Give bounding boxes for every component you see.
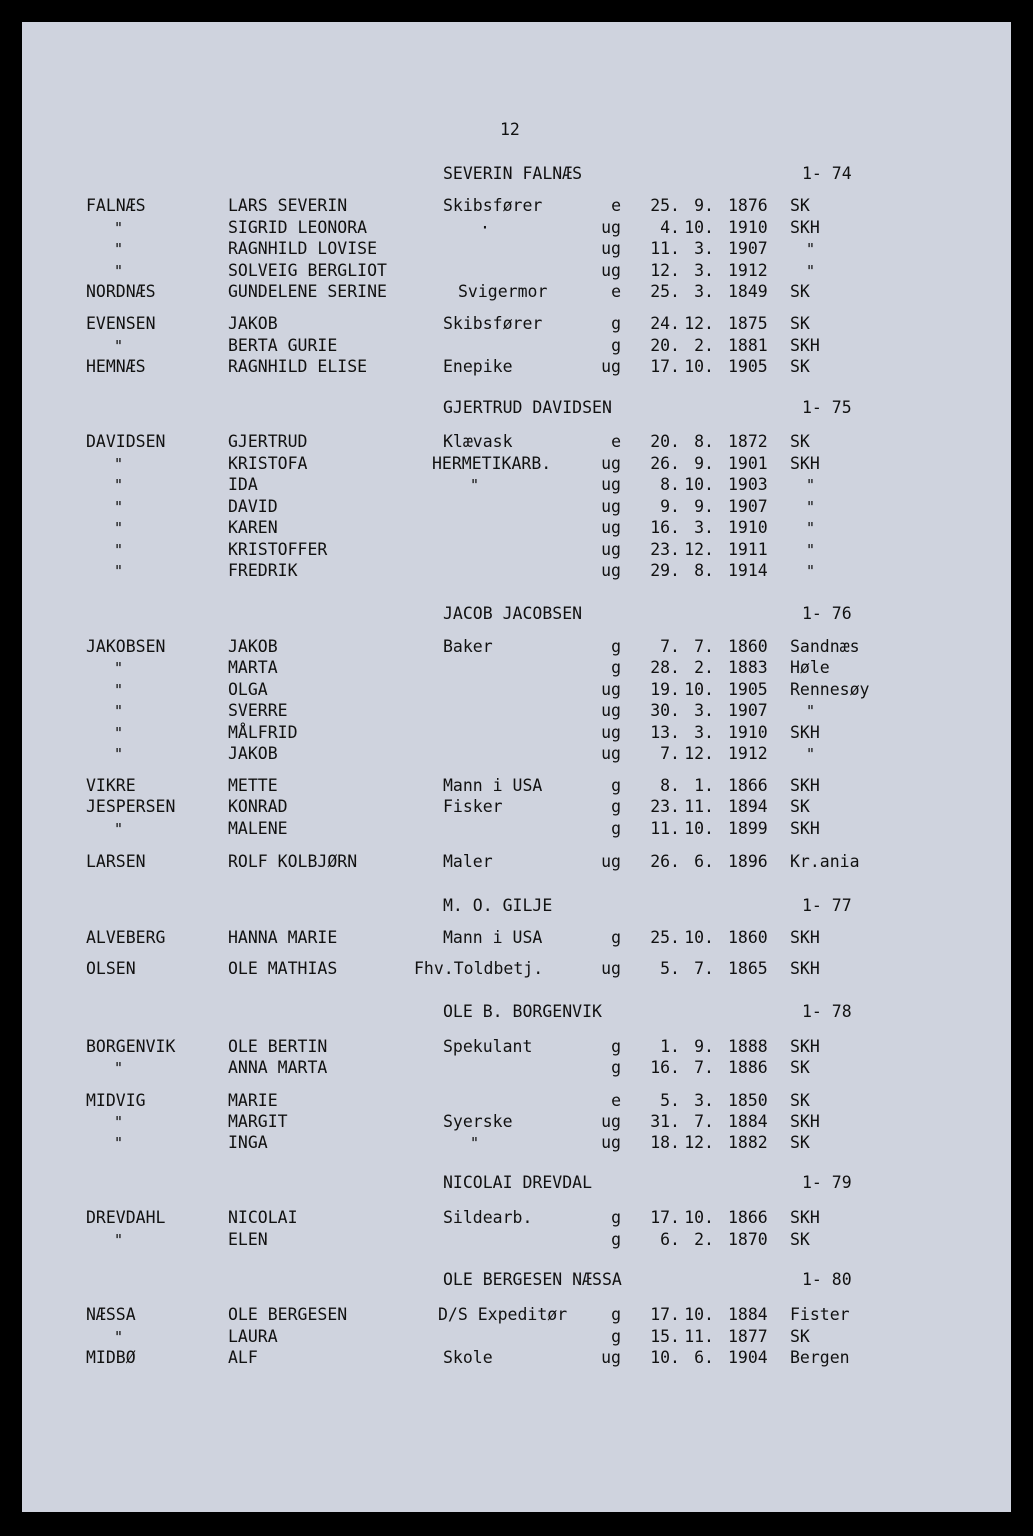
row-birth-month: 10.: [684, 218, 714, 237]
row-marital-status: e: [611, 282, 621, 301]
row-marital-status: ug: [601, 1133, 621, 1152]
row-birthplace: SK: [790, 1133, 810, 1152]
row-given-name: LAURA: [228, 1327, 278, 1346]
row-birth-day: 4.: [660, 218, 680, 237]
row-birth-year: 1907: [728, 497, 768, 516]
row-birth-month: 12.: [684, 744, 714, 763]
register-sheet: [22, 22, 1011, 1512]
row-occupation: Klævask: [443, 432, 513, 451]
row-marital-status: ug: [601, 497, 621, 516]
row-birth-month: 10.: [684, 680, 714, 699]
row-given-name: DAVID: [228, 497, 278, 516]
row-birth-day: 15.: [650, 1327, 680, 1346]
row-birth-month: 10.: [684, 475, 714, 494]
row-marital-status: g: [611, 1305, 621, 1324]
row-occupation: Fhv.Toldbetj.: [414, 959, 544, 978]
row-marital-status: ug: [601, 680, 621, 699]
row-birth-day: 17.: [650, 1208, 680, 1227]
row-birthplace: ": [806, 476, 816, 494]
row-birth-year: 1907: [728, 239, 768, 258]
row-occupation: ": [470, 1134, 480, 1152]
row-marital-status: ug: [601, 518, 621, 537]
row-marital-status: ug: [601, 723, 621, 742]
row-surname: LARSEN: [86, 852, 146, 871]
row-marital-status: g: [611, 658, 621, 677]
row-birth-year: 1912: [728, 261, 768, 280]
row-birthplace: SK: [790, 314, 810, 333]
row-surname: ": [114, 1328, 124, 1346]
row-occupation: Skibsfører: [443, 314, 543, 333]
row-birth-month: 12.: [684, 540, 714, 559]
row-given-name: ANNA MARTA: [228, 1058, 328, 1077]
row-birth-year: 1860: [728, 637, 768, 656]
row-given-name: BERTA GURIE: [228, 336, 338, 355]
row-birth-month: 11.: [684, 797, 714, 816]
row-birthplace: SKH: [790, 928, 820, 947]
row-birth-day: 25.: [650, 282, 680, 301]
household-head: SEVERIN FALNÆS: [443, 164, 583, 183]
row-birthplace: SKH: [790, 819, 820, 838]
row-surname: OLSEN: [86, 959, 136, 978]
row-surname: VIKRE: [86, 776, 136, 795]
row-birth-year: 1896: [728, 852, 768, 871]
row-birthplace: SKH: [790, 776, 820, 795]
row-marital-status: g: [611, 1230, 621, 1249]
row-given-name: KAREN: [228, 518, 278, 537]
row-birthplace: SK: [790, 432, 810, 451]
row-marital-status: g: [611, 314, 621, 333]
row-surname: MIDBØ: [86, 1348, 136, 1367]
row-birthplace: Sandnæs: [790, 637, 860, 656]
row-surname: EVENSEN: [86, 314, 156, 333]
row-marital-status: g: [611, 637, 621, 656]
row-birth-year: 1904: [728, 1348, 768, 1367]
row-birth-day: 20.: [650, 336, 680, 355]
row-birth-year: 1866: [728, 1208, 768, 1227]
row-occupation: Spekulant: [443, 1037, 533, 1056]
row-birthplace: SKH: [790, 1037, 820, 1056]
row-given-name: SVERRE: [228, 701, 288, 720]
row-marital-status: g: [611, 928, 621, 947]
row-marital-status: e: [611, 1091, 621, 1110]
row-surname: ": [114, 1113, 124, 1131]
row-marital-status: ug: [601, 239, 621, 258]
row-birth-day: 6.: [660, 1230, 680, 1249]
row-birth-month: 10.: [684, 928, 714, 947]
row-surname: NORDNÆS: [86, 282, 156, 301]
row-birth-year: 1876: [728, 196, 768, 215]
row-birthplace: SKH: [790, 723, 820, 742]
row-birth-day: 5.: [660, 959, 680, 978]
row-birth-month: 2.: [694, 336, 714, 355]
row-birth-day: 1.: [660, 1037, 680, 1056]
row-birth-month: 10.: [684, 357, 714, 376]
row-marital-status: ug: [601, 357, 621, 376]
row-birth-month: 7.: [694, 637, 714, 656]
row-marital-status: ug: [601, 701, 621, 720]
row-given-name: JAKOB: [228, 744, 278, 763]
row-birth-month: 9.: [694, 454, 714, 473]
row-birth-day: 26.: [650, 852, 680, 871]
row-marital-status: ug: [601, 561, 621, 580]
row-given-name: METTE: [228, 776, 278, 795]
row-given-name: GJERTRUD: [228, 432, 308, 451]
row-occupation: Syerske: [443, 1112, 513, 1131]
row-birth-day: 31.: [650, 1112, 680, 1131]
row-given-name: FREDRIK: [228, 561, 298, 580]
row-birth-month: 3.: [694, 518, 714, 537]
row-birth-year: 1881: [728, 336, 768, 355]
row-birth-day: 23.: [650, 797, 680, 816]
row-birth-day: 8.: [660, 475, 680, 494]
row-birthplace: Rennesøy: [790, 680, 870, 699]
row-given-name: OLGA: [228, 680, 268, 699]
row-marital-status: ug: [601, 1112, 621, 1131]
row-marital-status: g: [611, 797, 621, 816]
row-birthplace: SKH: [790, 1112, 820, 1131]
row-birth-day: 16.: [650, 518, 680, 537]
row-marital-status: ug: [601, 959, 621, 978]
row-birth-year: 1860: [728, 928, 768, 947]
row-birth-year: 1884: [728, 1305, 768, 1324]
row-birth-year: 1866: [728, 776, 768, 795]
row-birth-day: 23.: [650, 540, 680, 559]
row-birthplace: SK: [790, 282, 810, 301]
page-number: 12: [500, 120, 520, 139]
row-birth-month: 9.: [694, 196, 714, 215]
row-marital-status: ug: [601, 261, 621, 280]
row-birth-year: 1899: [728, 819, 768, 838]
row-surname: NÆSSA: [86, 1305, 136, 1324]
row-birth-day: 29.: [650, 561, 680, 580]
row-birth-year: 1849: [728, 282, 768, 301]
row-birthplace: Kr.ania: [790, 852, 860, 871]
row-surname: ": [114, 1059, 124, 1077]
row-birth-day: 11.: [650, 239, 680, 258]
row-birth-day: 5.: [660, 1091, 680, 1110]
row-birth-month: 10.: [684, 819, 714, 838]
row-occupation: Baker: [443, 637, 493, 656]
row-birth-month: 2.: [694, 1230, 714, 1249]
row-birth-day: 19.: [650, 680, 680, 699]
row-surname: FALNÆS: [86, 196, 146, 215]
row-given-name: LARS SEVERIN: [228, 196, 348, 215]
row-occupation: ": [470, 476, 480, 494]
row-birth-month: 3.: [694, 1091, 714, 1110]
row-given-name: SOLVEIG BERGLIOT: [228, 261, 387, 280]
row-birth-year: 1894: [728, 797, 768, 816]
row-given-name: KRISTOFFER: [228, 540, 328, 559]
row-birthplace: ": [806, 498, 816, 516]
household-head: OLE BERGESEN NÆSSA: [443, 1270, 622, 1289]
row-occupation: Maler: [443, 852, 493, 871]
row-occupation: Mann i USA: [443, 928, 543, 947]
row-birth-day: 25.: [650, 928, 680, 947]
row-birth-day: 13.: [650, 723, 680, 742]
row-marital-status: g: [611, 1327, 621, 1346]
row-given-name: ROLF KOLBJØRN: [228, 852, 358, 871]
row-surname: ": [114, 519, 124, 537]
row-marital-status: ug: [601, 475, 621, 494]
row-birth-month: 11.: [684, 1327, 714, 1346]
row-surname: HEMNÆS: [86, 357, 146, 376]
row-birth-year: 1903: [728, 475, 768, 494]
row-birthplace: Bergen: [790, 1348, 850, 1367]
row-birth-day: 20.: [650, 432, 680, 451]
row-surname: BORGENVIK: [86, 1037, 176, 1056]
row-birth-year: 1882: [728, 1133, 768, 1152]
row-birth-year: 1888: [728, 1037, 768, 1056]
household-head: OLE B. BORGENVIK: [443, 1002, 602, 1021]
row-birthplace: SK: [790, 1058, 810, 1077]
row-birth-day: 25.: [650, 196, 680, 215]
household-number: 1- 79: [802, 1173, 852, 1192]
row-surname: ": [114, 659, 124, 677]
row-birth-day: 7.: [660, 744, 680, 763]
row-marital-status: g: [611, 336, 621, 355]
row-given-name: OLE BERTIN: [228, 1037, 328, 1056]
row-birthplace: ": [806, 562, 816, 580]
row-occupation: Fisker: [443, 797, 503, 816]
row-birth-month: 8.: [694, 432, 714, 451]
row-birth-day: 12.: [650, 261, 680, 280]
row-birth-year: 1910: [728, 218, 768, 237]
row-occupation: ·: [480, 218, 490, 237]
household-head: NICOLAI DREVDAL: [443, 1173, 593, 1192]
row-given-name: ALF: [228, 1348, 258, 1367]
row-birth-day: 18.: [650, 1133, 680, 1152]
row-surname: ": [114, 820, 124, 838]
row-birthplace: SKH: [790, 1208, 820, 1227]
household-number: 1- 77: [802, 896, 852, 915]
row-surname: ": [114, 745, 124, 763]
row-marital-status: g: [611, 1208, 621, 1227]
row-surname: ALVEBERG: [86, 928, 166, 947]
row-given-name: RAGNHILD ELISE: [228, 357, 368, 376]
row-birth-year: 1910: [728, 518, 768, 537]
row-surname: JESPERSEN: [86, 797, 176, 816]
row-given-name: OLE MATHIAS: [228, 959, 338, 978]
row-birth-day: 30.: [650, 701, 680, 720]
row-birth-month: 1.: [694, 776, 714, 795]
row-birth-year: 1865: [728, 959, 768, 978]
row-occupation: HERMETIKARB.: [432, 454, 552, 473]
row-birthplace: ": [806, 519, 816, 537]
household-number: 1- 78: [802, 1002, 852, 1021]
row-occupation: Svigermor: [458, 282, 548, 301]
row-given-name: MARIE: [228, 1091, 278, 1110]
row-birth-day: 28.: [650, 658, 680, 677]
row-birth-month: 7.: [694, 1058, 714, 1077]
row-birthplace: SK: [790, 797, 810, 816]
row-surname: MIDVIG: [86, 1091, 146, 1110]
row-birthplace: SKH: [790, 336, 820, 355]
row-birthplace: ": [806, 745, 816, 763]
row-birthplace: SKH: [790, 454, 820, 473]
register-page: [22, 22, 1011, 1512]
row-birth-year: 1912: [728, 744, 768, 763]
row-birth-month: 10.: [684, 1305, 714, 1324]
row-birth-month: 9.: [694, 497, 714, 516]
row-marital-status: ug: [601, 218, 621, 237]
row-birthplace: SK: [790, 1327, 810, 1346]
row-birth-month: 6.: [694, 852, 714, 871]
row-marital-status: ug: [601, 852, 621, 871]
row-birth-day: 7.: [660, 637, 680, 656]
household-number: 1- 75: [802, 398, 852, 417]
row-birth-year: 1910: [728, 723, 768, 742]
row-birth-day: 11.: [650, 819, 680, 838]
row-marital-status: ug: [601, 1348, 621, 1367]
row-birth-month: 3.: [694, 261, 714, 280]
row-occupation: Enepike: [443, 357, 513, 376]
row-surname: ": [114, 724, 124, 742]
row-marital-status: e: [611, 432, 621, 451]
row-birthplace: ": [806, 262, 816, 280]
row-marital-status: ug: [601, 454, 621, 473]
row-given-name: MALENE: [228, 819, 288, 838]
row-marital-status: e: [611, 196, 621, 215]
row-birth-year: 1905: [728, 357, 768, 376]
row-given-name: KRISTOFA: [228, 454, 308, 473]
row-surname: ": [114, 1231, 124, 1249]
row-occupation: D/S Expeditør: [438, 1305, 568, 1324]
household-number: 1- 80: [802, 1270, 852, 1289]
row-given-name: INGA: [228, 1133, 268, 1152]
row-given-name: HANNA MARIE: [228, 928, 338, 947]
row-given-name: MARGIT: [228, 1112, 288, 1131]
row-birth-year: 1914: [728, 561, 768, 580]
row-given-name: RAGNHILD LOVISE: [228, 239, 378, 258]
row-birthplace: SK: [790, 196, 810, 215]
household-number: 1- 74: [802, 164, 852, 183]
row-birth-day: 9.: [660, 497, 680, 516]
row-birth-day: 17.: [650, 1305, 680, 1324]
row-marital-status: g: [611, 776, 621, 795]
row-birth-month: 12.: [684, 1133, 714, 1152]
row-birth-month: 7.: [694, 959, 714, 978]
row-given-name: OLE BERGESEN: [228, 1305, 348, 1324]
row-occupation: Skibsfører: [443, 196, 543, 215]
row-birth-month: 3.: [694, 282, 714, 301]
row-surname: ": [114, 219, 124, 237]
row-birth-year: 1870: [728, 1230, 768, 1249]
row-birth-year: 1877: [728, 1327, 768, 1346]
row-birthplace: Fister: [790, 1305, 850, 1324]
row-birth-year: 1905: [728, 680, 768, 699]
row-birth-day: 8.: [660, 776, 680, 795]
row-birth-month: 10.: [684, 1208, 714, 1227]
row-birth-month: 3.: [694, 723, 714, 742]
row-given-name: IDA: [228, 475, 258, 494]
row-surname: ": [114, 455, 124, 473]
row-marital-status: g: [611, 819, 621, 838]
row-birth-month: 9.: [694, 1037, 714, 1056]
row-birth-year: 1872: [728, 432, 768, 451]
row-surname: ": [114, 337, 124, 355]
row-surname: ": [114, 681, 124, 699]
row-birthplace: SK: [790, 1091, 810, 1110]
row-birth-year: 1883: [728, 658, 768, 677]
row-birth-year: 1850: [728, 1091, 768, 1110]
row-birth-day: 24.: [650, 314, 680, 333]
row-birth-year: 1884: [728, 1112, 768, 1131]
row-surname: ": [114, 240, 124, 258]
row-surname: ": [114, 1134, 124, 1152]
row-birthplace: ": [806, 240, 816, 258]
row-birthplace: SK: [790, 357, 810, 376]
row-given-name: SIGRID LEONORA: [228, 218, 368, 237]
row-given-name: MARTA: [228, 658, 278, 677]
row-birth-month: 12.: [684, 314, 714, 333]
row-birthplace: SKH: [790, 218, 820, 237]
row-birthplace: Høle: [790, 658, 830, 677]
row-occupation: Sildearb.: [443, 1208, 533, 1227]
row-marital-status: g: [611, 1058, 621, 1077]
row-surname: ": [114, 541, 124, 559]
row-birth-year: 1911: [728, 540, 768, 559]
row-given-name: NICOLAI: [228, 1208, 298, 1227]
row-birth-day: 16.: [650, 1058, 680, 1077]
row-given-name: JAKOB: [228, 637, 278, 656]
row-birthplace: SKH: [790, 959, 820, 978]
row-birth-day: 26.: [650, 454, 680, 473]
row-occupation: Skole: [443, 1348, 493, 1367]
row-given-name: MÅLFRID: [228, 723, 298, 742]
row-birth-year: 1907: [728, 701, 768, 720]
row-birth-month: 7.: [694, 1112, 714, 1131]
row-birth-year: 1901: [728, 454, 768, 473]
row-given-name: KONRAD: [228, 797, 288, 816]
row-birth-month: 6.: [694, 1348, 714, 1367]
row-given-name: ELEN: [228, 1230, 268, 1249]
row-surname: ": [114, 702, 124, 720]
row-birthplace: SK: [790, 1230, 810, 1249]
row-birth-month: 2.: [694, 658, 714, 677]
household-number: 1- 76: [802, 604, 852, 623]
row-birth-year: 1875: [728, 314, 768, 333]
row-birth-year: 1886: [728, 1058, 768, 1077]
household-head: JACOB JACOBSEN: [443, 604, 583, 623]
household-head: M. O. GILJE: [443, 896, 553, 915]
row-surname: DREVDAHL: [86, 1208, 166, 1227]
row-surname: ": [114, 498, 124, 516]
row-surname: ": [114, 262, 124, 280]
row-surname: JAKOBSEN: [86, 637, 166, 656]
row-birth-month: 3.: [694, 701, 714, 720]
row-given-name: JAKOB: [228, 314, 278, 333]
household-head: GJERTRUD DAVIDSEN: [443, 398, 612, 417]
row-birthplace: ": [806, 541, 816, 559]
row-surname: ": [114, 562, 124, 580]
row-birth-month: 8.: [694, 561, 714, 580]
row-surname: DAVIDSEN: [86, 432, 166, 451]
row-marital-status: ug: [601, 540, 621, 559]
row-birth-month: 3.: [694, 239, 714, 258]
row-surname: ": [114, 476, 124, 494]
row-given-name: GUNDELENE SERINE: [228, 282, 387, 301]
row-birth-day: 10.: [650, 1348, 680, 1367]
row-marital-status: ug: [601, 744, 621, 763]
row-birth-day: 17.: [650, 357, 680, 376]
row-marital-status: g: [611, 1037, 621, 1056]
row-birthplace: ": [806, 702, 816, 720]
row-occupation: Mann i USA: [443, 776, 543, 795]
